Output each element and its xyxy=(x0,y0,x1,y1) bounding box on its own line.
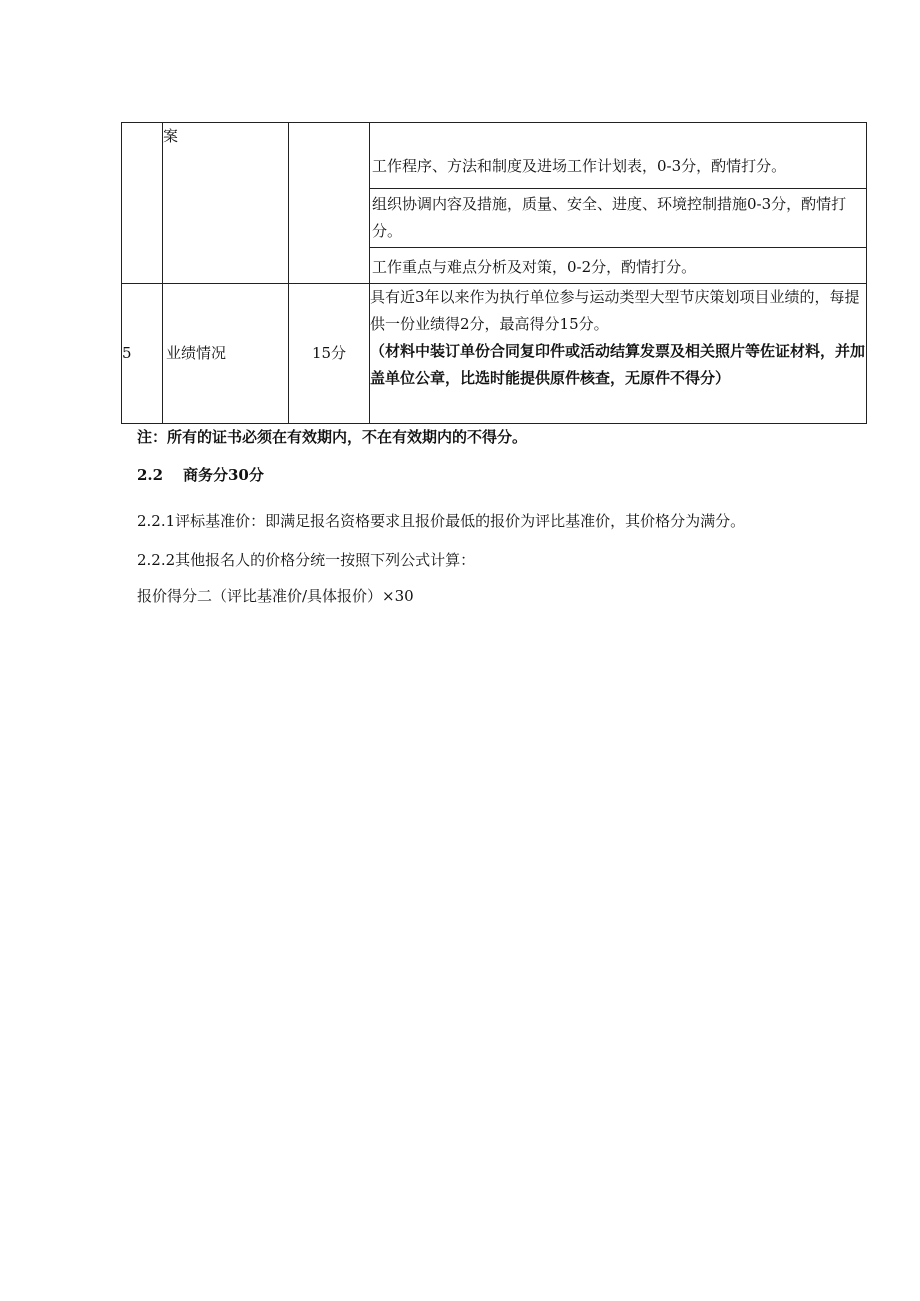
item-score: 15分 xyxy=(311,344,347,362)
row-index: 5 xyxy=(122,344,132,362)
section-number: 2.2 xyxy=(137,466,164,484)
paragraph: 2.2.2其他报名人的价格分统一按照下列公式计算： xyxy=(137,551,476,569)
index-cell xyxy=(122,123,163,284)
certificate-note: 注：所有的证书必须在有效期内，不在有效期内的不得分。 xyxy=(137,428,528,446)
paragraph: 2.2.1评标基准价：即满足报名资格要求且报价最低的报价为评比基准价，其价格分为满分。 xyxy=(137,512,746,530)
criteria-line: 组织协调内容及措施，质量、安全、进度、环境控制措施0-3分，酌情打分。 xyxy=(370,189,866,248)
criteria-requirement: （材料中装订单份合同复印件或活动结算发票及相关照片等佐证材料，并加盖单位公章，比选时能提供原件核查，无原件不得分） xyxy=(370,342,866,387)
item-name-cell xyxy=(163,284,289,424)
item-name-continued: 案 xyxy=(163,127,179,145)
table-row xyxy=(122,284,867,424)
section-heading xyxy=(137,464,264,485)
criteria-text: 具有近3年以来作为执行单位参与运动类型大型节庆策划项目业绩的，每提供一份业绩得2分，最高得分15分。 xyxy=(370,288,860,333)
criteria-cell xyxy=(370,123,867,284)
criteria-cell xyxy=(370,284,867,424)
score-cell xyxy=(289,284,370,424)
criteria-line: 工作重点与难点分析及对策，0-2分，酌情打分。 xyxy=(372,258,697,276)
item-name-cell xyxy=(163,123,289,284)
scoring-table xyxy=(121,122,867,424)
table-row xyxy=(122,123,867,284)
section-title: 商务分30分 xyxy=(183,466,264,484)
item-name: 业绩情况 xyxy=(166,344,227,362)
index-cell xyxy=(122,284,163,424)
score-cell xyxy=(289,123,370,284)
criteria-line: 工作程序、方法和制度及进场工作计划表，0-3分，酌情打分。 xyxy=(370,123,866,189)
formula-paragraph: 报价得分二（评比基准价/具体报价）×30 xyxy=(137,587,414,605)
